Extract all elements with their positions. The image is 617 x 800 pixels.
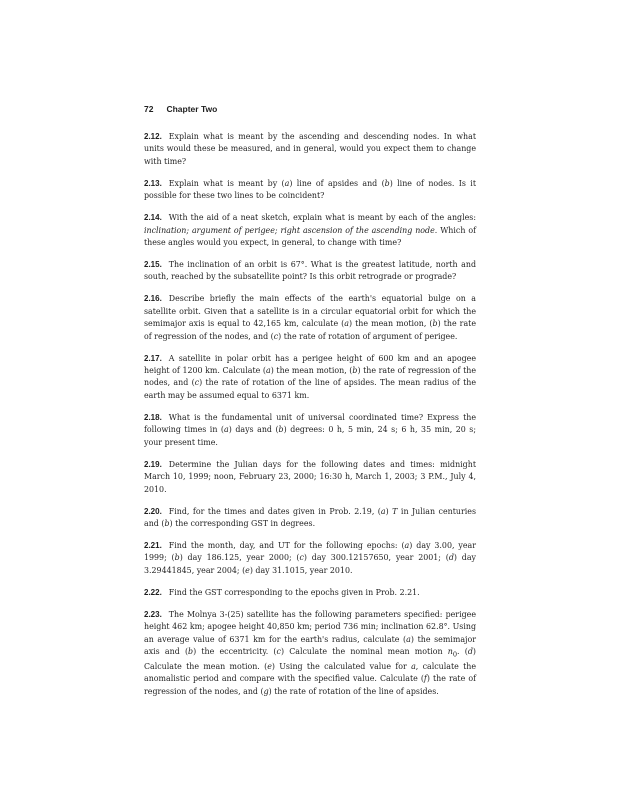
problem-item xyxy=(144,212,476,249)
problem-text: Explain what is meant by the ascending and descending nodes. In what units would these be measured, and in general, would you expect them to change with time? xyxy=(144,132,476,166)
problem-item xyxy=(144,259,476,284)
problem-item xyxy=(144,293,476,343)
problem-number: 2.15. xyxy=(144,260,162,270)
problem-text: With the aid of a neat sketch, explain what is meant by each of the angles: inclination; argument of perigee; right ascension of the ascending node. Which of these angles would you expect, in general, to change with time? xyxy=(144,213,476,248)
problem-text: The Molnya 3-(25) satellite has the following parameters specified: perigee height 462 km; apogee height 40,850 km; period 736 min; inclination 62.8°. Using an average value of 6371 km for the earth's radius, calculate (a) the semimajor axis and (b) the eccentricity. (c) Calculate the nominal mean motion $n_0$. (d) Calculate the mean motion. (e) Using the calculated value for a, calculate the anomalistic period and compare with the specified value. Calculate (f) the rate of regression of the nodes, and (g) the rate of rotation of the line of apsides. xyxy=(144,609,476,696)
problem-item xyxy=(144,131,476,168)
chapter-title: Chapter Two xyxy=(166,104,218,114)
problem-item xyxy=(144,412,476,449)
problem-number: 2.20. xyxy=(144,506,162,516)
problem-text: Find the month, day, and UT for the following epochs: (a) day 3.00, year 1999; (b) day 186.125, year 2000; (c) day 300.12157650, year 2001; (d) day 3.29441845, year 2004; (e) day 31.1015, year 2010. xyxy=(144,540,476,575)
problem-text: A satellite in polar orbit has a perigee height of 600 km and an apogee height of 1200 km. Calculate (a) the mean motion, (b) the rate of regression of the nodes, and (c) the rate of rotation of the line of apsides. The mean radius of the earth may be assumed equal to 6371 km. xyxy=(144,353,476,400)
problem-number: 2.14. xyxy=(144,213,162,223)
problem-text: Find the GST corresponding to the epochs given in Prob. 2.21. xyxy=(168,587,420,597)
problem-number: 2.16. xyxy=(144,294,162,304)
problem-item xyxy=(144,178,476,203)
problem-item xyxy=(144,506,476,531)
problem-text: Describe briefly the main effects of the earth's equatorial bulge on a satellite orbit. Given that a satellite is in a circular equatorial orbit for which the semimajor axis is equal to 42,165 km, calculate (a) the mean motion, (b) the rate of regression of the nodes, and (c) the rate of rotation of argument of perigee. xyxy=(144,294,476,341)
problem-number: 2.12. xyxy=(144,132,162,141)
problem-text: The inclination of an orbit is 67°. What is the greatest latitude, north and south, reached by the subsatellite point? Is this orbit retrograde or prograde? xyxy=(144,260,476,282)
problem-number: 2.22. xyxy=(144,587,162,597)
problem-item xyxy=(144,587,476,599)
problem-number: 2.17. xyxy=(144,353,162,363)
problem-text: Explain what is meant by (a) line of apsides and (b) line of nodes. Is it possible for these two lines to be coincident? xyxy=(144,178,476,201)
problem-number: 2.13. xyxy=(144,178,162,188)
problem-number: 2.19. xyxy=(144,459,162,469)
problem-text: What is the fundamental unit of universal coordinated time? Express the following times in (a) days and (b) degrees: 0 h, 5 min, 24 s; 6 h, 35 min, 20 s; your present time. xyxy=(144,412,476,447)
problem-item xyxy=(144,609,476,698)
problem-list xyxy=(144,131,476,708)
problem-number: 2.23. xyxy=(144,609,162,619)
problem-text: Determine the Julian days for the following dates and times: midnight March 10, 1999; noon, February 23, 2000; 16:30 h, March 1, 2003; 3 P.M., July 4, 2010. xyxy=(144,459,476,494)
problem-number: 2.21. xyxy=(144,540,162,550)
running-header xyxy=(144,104,217,114)
problem-item xyxy=(144,353,476,403)
problem-number: 2.18. xyxy=(144,412,162,422)
problem-text: Find, for the times and dates given in Prob. 2.19, (a) T in Julian centuries and (b) the corresponding GST in degrees. xyxy=(144,506,476,528)
page-number: 72 xyxy=(144,104,154,114)
problem-item xyxy=(144,540,476,577)
problem-item xyxy=(144,459,476,496)
